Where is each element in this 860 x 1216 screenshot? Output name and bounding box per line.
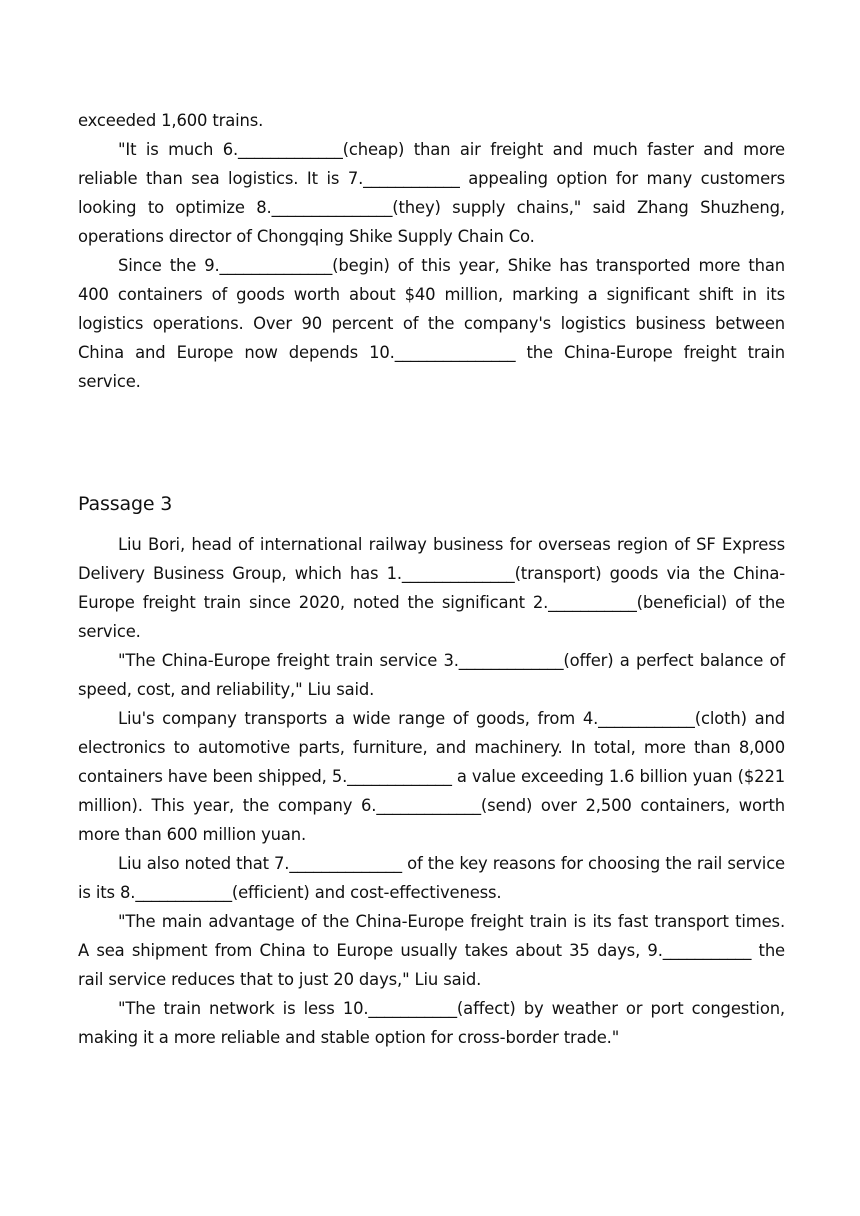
passage-3-title: Passage 3	[78, 493, 173, 515]
passage-3-paragraph-3: Liu's company transports a wide range of goods, from 4.____________(cloth) and electronics to automotive parts, furniture, and machinery. In total, more than 8,000 containers have been shipped, 5._____________ a value exceeding 1.6 billion yuan ($221 million). This year, the company 6._____________(send) over 2,500 containers, worth more than 600 million yuan.	[78, 709, 785, 844]
passage-3-paragraph-2: "The China-Europe freight train service 3._____________(offer) a perfect balance of speed, cost, and reliability," Liu said.	[78, 651, 785, 699]
document-page	[78, 106, 785, 1052]
passage-3-paragraph-6: "The train network is less 10.___________(affect) by weather or port congestion, making it a more reliable and stable option for cross-border trade."	[78, 999, 785, 1047]
passage-2-continued-paragraph-1: exceeded 1,600 trains.	[78, 111, 264, 130]
passage-2-paragraph-shike: Since the 9.______________(begin) of this year, Shike has transported more than 400 containers of goods worth about $40 million, marking a significant shift in its logistics operations. Over 90 percent of the company's logistics business between China and Europe now depends 10._______________ the China-Europe freight train service.	[78, 256, 785, 391]
passage-3-paragraph-4: Liu also noted that 7.______________ of the key reasons for choosing the rail service is its 8.____________(efficient) and cost-effectiveness.	[78, 854, 785, 902]
passage-3-paragraph-1: Liu Bori, head of international railway business for overseas region of SF Express Delivery Business Group, which has 1.______________(transport) goods via the China-Europe freight train since 2020, noted the significant 2.___________(beneficial) of the service.	[78, 535, 785, 641]
passage-3-paragraph-5: "The main advantage of the China-Europe freight train is its fast transport times. A sea shipment from China to Europe usually takes about 35 days, 9.___________ the rail service reduces that to just 20 days," Liu said.	[78, 912, 785, 989]
passage-2-paragraph-quote-zhang: "It is much 6._____________(cheap) than air freight and much faster and more reliable than sea logistics. It is 7.____________ appealing option for many customers looking to optimize 8._______________(they) supply chains," said Zhang Shuzheng, operations director of Chongqing Shike Supply Chain Co.	[78, 140, 785, 246]
